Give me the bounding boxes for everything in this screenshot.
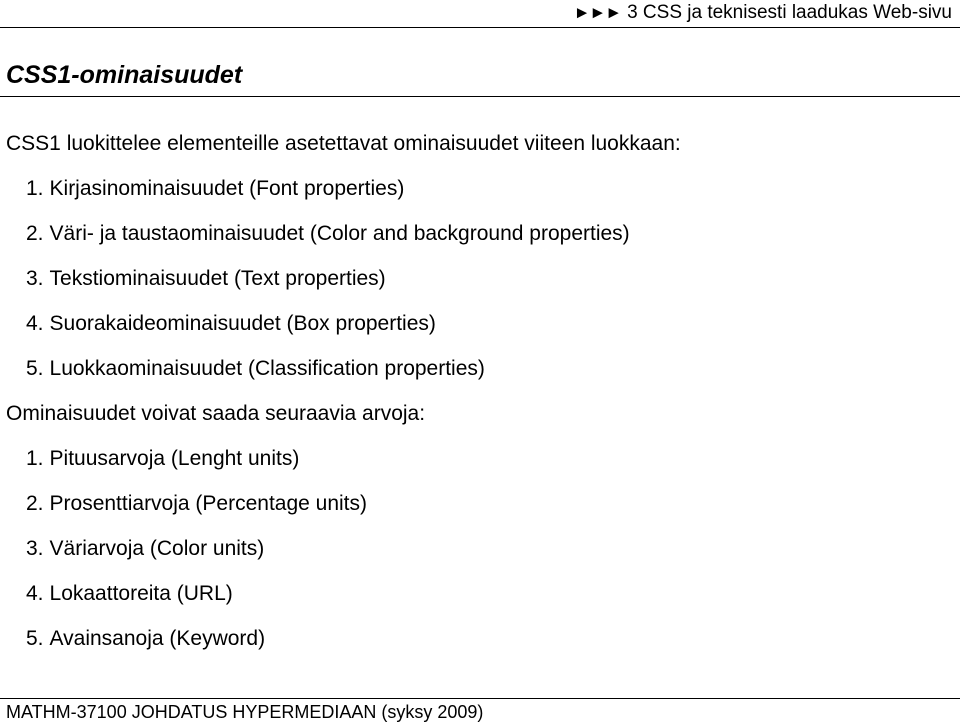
list-item-number: 1. — [26, 447, 44, 470]
list-item-text: Luokkaominaisuudet (Classification properties) — [49, 357, 485, 380]
footer-divider — [0, 698, 960, 699]
list-item-number: 1. — [26, 177, 44, 200]
header-divider — [0, 27, 960, 28]
list-item-number: 5. — [26, 357, 44, 380]
course-footer: MATHM-37100 JOHDATUS HYPERMEDIAAN (syksy 2009) — [6, 702, 484, 722]
list-item-number: 2. — [26, 222, 44, 245]
list-item — [6, 170, 946, 215]
list-item-text: Tekstiominaisuudet (Text properties) — [49, 267, 386, 290]
list-item-text: Väriarvoja (Color units) — [49, 537, 265, 560]
chapter-title: 3 CSS ja teknisesti laadukas Web-sivu — [627, 2, 952, 23]
list-item — [6, 350, 946, 395]
list-item-number: 4. — [26, 312, 44, 335]
list-item-number: 2. — [26, 492, 44, 515]
list-item-number: 4. — [26, 582, 44, 605]
triple-arrow-icon: ►►► — [573, 3, 622, 22]
list-item-text: Suorakaideominaisuudet (Box properties) — [49, 312, 436, 335]
list-item — [6, 260, 946, 305]
intro-paragraph: CSS1 luokittelee elementeille asetettavat ominaisuudet viiteen luokkaan: — [6, 132, 681, 155]
list-item-text: Avainsanoja (Keyword) — [49, 627, 266, 650]
list-item — [6, 305, 946, 350]
list-item — [6, 440, 946, 485]
list-item — [6, 485, 946, 530]
list-item-text: Kirjasinominaisuudet (Font properties) — [49, 177, 405, 200]
list-item — [6, 530, 946, 575]
title-divider — [0, 96, 960, 97]
list-item-text: Lokaattoreita (URL) — [49, 582, 233, 605]
values-intro-paragraph: Ominaisuudet voivat saada seuraavia arvoja: — [6, 402, 426, 425]
list-item-number: 5. — [26, 627, 44, 650]
value-type-list — [6, 440, 946, 665]
chapter-header — [574, 0, 952, 26]
list-item-text: Prosenttiarvoja (Percentage units) — [49, 492, 368, 515]
slide-title: CSS1-ominaisuudet — [6, 61, 243, 89]
list-item-text: Väri- ja taustaominaisuudet (Color and background properties) — [49, 222, 630, 245]
list-item-number: 3. — [26, 267, 44, 290]
property-class-list — [6, 170, 946, 395]
list-item-number: 3. — [26, 537, 44, 560]
list-item-text: Pituusarvoja (Lenght units) — [49, 447, 300, 470]
list-item — [6, 620, 946, 665]
list-item — [6, 575, 946, 620]
slide-content — [6, 125, 946, 665]
list-item — [6, 215, 946, 260]
